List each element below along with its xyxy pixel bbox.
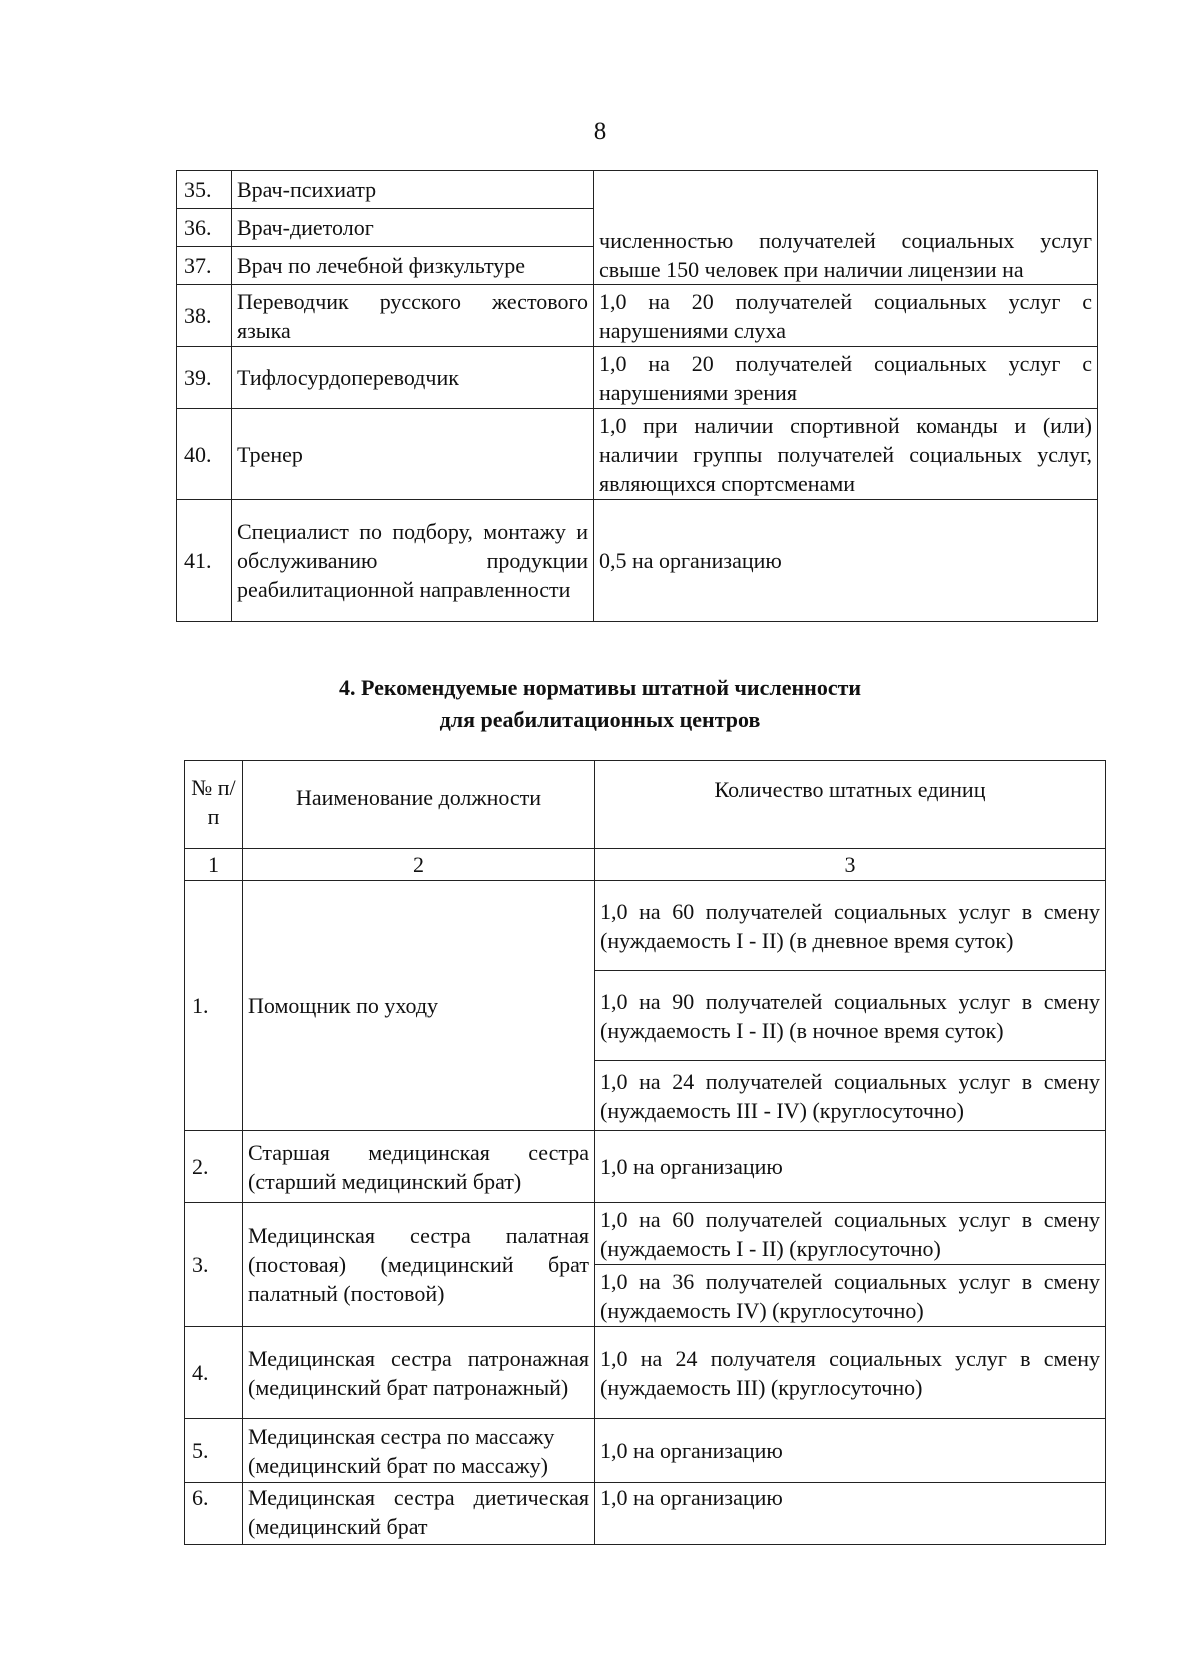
quantity-cell: численностью получателей социальных услуг свыше 150 человек при наличии лицензии на (594, 171, 1098, 285)
position-name: Медицинская сестра патронажная (медицинский брат патронажный) (243, 1327, 595, 1419)
row-number: 39. (177, 347, 232, 409)
header-number: № п/п (185, 761, 243, 849)
staffing-table-continued (176, 170, 1098, 622)
quantity-cell: 0,5 на организацию (594, 500, 1098, 622)
table-row (185, 881, 1106, 971)
column-number: 1 (185, 849, 243, 881)
section-heading (0, 672, 1200, 736)
table-row (177, 500, 1098, 622)
column-number: 2 (243, 849, 595, 881)
section-heading-line-1: 4. Рекомендуемые нормативы штатной численности (338, 675, 862, 700)
row-number: 40. (177, 409, 232, 500)
row-number: 3. (185, 1203, 243, 1327)
position-name: Медицинская сестра по массажу (медицинский брат по массажу) (243, 1419, 595, 1483)
column-numbers-row (185, 849, 1106, 881)
table-row (185, 1203, 1106, 1265)
table-row (185, 1419, 1106, 1483)
header-position: Наименование должности (243, 761, 595, 849)
row-number: 6. (185, 1483, 243, 1545)
position-name: Старшая медицинская сестра (старший медицинский брат) (243, 1131, 595, 1203)
table-row (177, 409, 1098, 500)
quantity-cell: 1,0 на 24 получателя социальных услуг в смену (нуждаемость III) (круглосуточно) (595, 1327, 1106, 1419)
table-row (185, 1483, 1106, 1545)
quantity-cell: 1,0 на организацию (595, 1131, 1106, 1203)
position-name: Переводчик русского жестового языка (232, 285, 594, 347)
table-row (185, 1131, 1106, 1203)
row-number: 38. (177, 285, 232, 347)
header-quantity: Количество штатных единиц (595, 761, 1106, 849)
position-name: Специалист по подбору, монтажу и обслуживанию продукции реабилитационной направленности (232, 500, 594, 622)
position-name: Врач по лечебной физкультуре (232, 247, 594, 285)
quantity-cell: 1,0 на 24 получателей социальных услуг в смену (нуждаемость III - IV) (круглосуточно) (595, 1061, 1106, 1131)
rehab-centers-staffing-table (184, 760, 1106, 1545)
position-name: Тренер (232, 409, 594, 500)
table-header-row (185, 761, 1106, 849)
row-number: 2. (185, 1131, 243, 1203)
quantity-cell: 1,0 на организацию (595, 1419, 1106, 1483)
row-number: 36. (177, 209, 232, 247)
table-row (177, 347, 1098, 409)
row-number: 35. (177, 171, 232, 209)
quantity-cell: 1,0 на 20 получателей социальных услуг с нарушениями слуха (594, 285, 1098, 347)
quantity-cell: 1,0 на 36 получателей социальных услуг в смену (нуждаемость IV) (круглосуточно) (595, 1265, 1106, 1327)
quantity-cell: 1,0 на 20 получателей социальных услуг с нарушениями зрения (594, 347, 1098, 409)
position-name: Помощник по уходу (243, 881, 595, 1131)
row-number: 1. (185, 881, 243, 1131)
table-row (185, 1327, 1106, 1419)
position-name: Врач-диетолог (232, 209, 594, 247)
table-row (177, 285, 1098, 347)
quantity-cell: 1,0 на 60 получателей социальных услуг в смену (нуждаемость I - II) (круглосуточно) (595, 1203, 1106, 1265)
row-number: 5. (185, 1419, 243, 1483)
page-number: 8 (593, 118, 607, 145)
position-name: Врач-психиатр (232, 171, 594, 209)
position-name: Медицинская сестра палатная (постовая) (медицинский брат палатный (постовой) (243, 1203, 595, 1327)
column-number: 3 (595, 849, 1106, 881)
quantity-cell: 1,0 при наличии спортивной команды и (или) наличии группы получателей социальных услуг, являющихся спортсменами (594, 409, 1098, 500)
row-number: 41. (177, 500, 232, 622)
position-name: Медицинская сестра диетическая (медицинский брат (243, 1483, 595, 1545)
row-number: 4. (185, 1327, 243, 1419)
quantity-cell: 1,0 на 60 получателей социальных услуг в смену (нуждаемость I - II) (в дневное время суток) (595, 881, 1106, 971)
quantity-cell: 1,0 на организацию (595, 1483, 1106, 1545)
position-name: Тифлосурдопереводчик (232, 347, 594, 409)
section-heading-line-2: для реабилитационных центров (439, 707, 761, 732)
table-row (177, 171, 1098, 209)
row-number: 37. (177, 247, 232, 285)
quantity-cell: 1,0 на 90 получателей социальных услуг в смену (нуждаемость I - II) (в ночное время суток) (595, 971, 1106, 1061)
